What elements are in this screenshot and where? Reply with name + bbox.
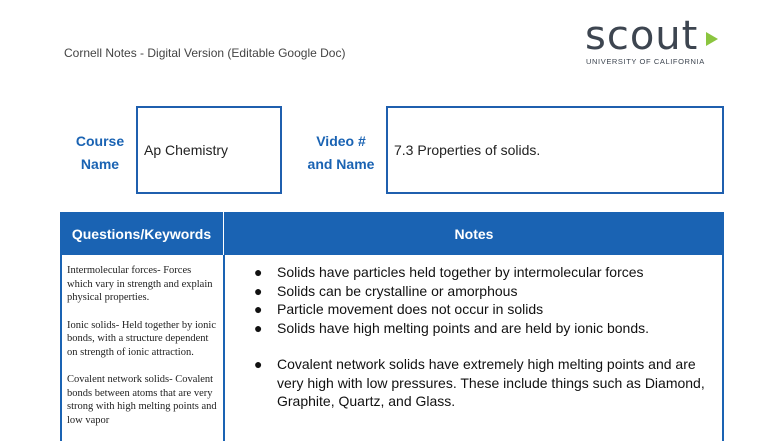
logo-wordmark: scout (585, 13, 699, 59)
note-item: ● Covalent network solids have extremely high melting points and are very high with low pressures. These include things such as Diamond, Graphite, Quartz, and Glass. (254, 356, 705, 409)
course-name-value: Ap Chemistry (144, 142, 229, 158)
question-item: Covalent network solids- Covalent bonds between atoms that are very strong with high melting points and low vapor (67, 374, 217, 426)
table-border-middle (223, 255, 225, 441)
video-name-label (296, 130, 386, 176)
notes-table-header (60, 212, 724, 255)
note-item: ● Solids can be crystalline or amorphous (254, 282, 518, 299)
course-label-line2: Name (80, 156, 120, 172)
questions-column-header: Questions/Keywords (60, 212, 224, 255)
notes-column-header: Notes (454, 225, 494, 242)
document-subtitle: Cornell Notes - Digital Version (Editable Google Doc) (64, 46, 346, 60)
bullet-icon: ● (254, 301, 263, 317)
note-item: ● Particle movement does not occur in solids (254, 301, 544, 317)
course-name-field[interactable] (136, 106, 282, 194)
note-item: ● Solids have particles held together by intermolecular forces (254, 264, 644, 280)
video-label-line1: Video # (316, 133, 366, 149)
table-border-left (60, 255, 62, 441)
scout-logo (585, 13, 725, 68)
course-name-label (62, 130, 138, 176)
question-item: Ionic solids- Held together by ionic bonds, with a structure dependent on strength of ionic attraction. (67, 319, 217, 358)
notes-list-group-2 (248, 355, 718, 411)
notes-list-group-1 (248, 263, 718, 337)
course-label-line1: Course (75, 133, 125, 149)
note-item: ● Solids have high melting points and are held by ionic bonds. (254, 319, 650, 336)
bullet-icon: ● (254, 282, 263, 299)
logo-subtitle: UNIVERSITY OF CALIFORNIA (586, 57, 705, 66)
questions-column[interactable] (67, 264, 219, 441)
video-label-line2: and Name (307, 156, 375, 172)
video-name-value: 7.3 Properties of solids. (394, 142, 541, 158)
bullet-icon: ● (254, 264, 263, 280)
bullet-icon: ● (254, 356, 263, 372)
video-name-field[interactable] (386, 106, 724, 194)
table-border-right (722, 255, 724, 441)
play-arrow-icon (706, 32, 718, 46)
question-item: Intermolecular forces- Forces which vary in strength and explain physical properties. (67, 265, 213, 303)
notes-column[interactable] (248, 263, 718, 411)
bullet-icon: ● (254, 319, 263, 336)
